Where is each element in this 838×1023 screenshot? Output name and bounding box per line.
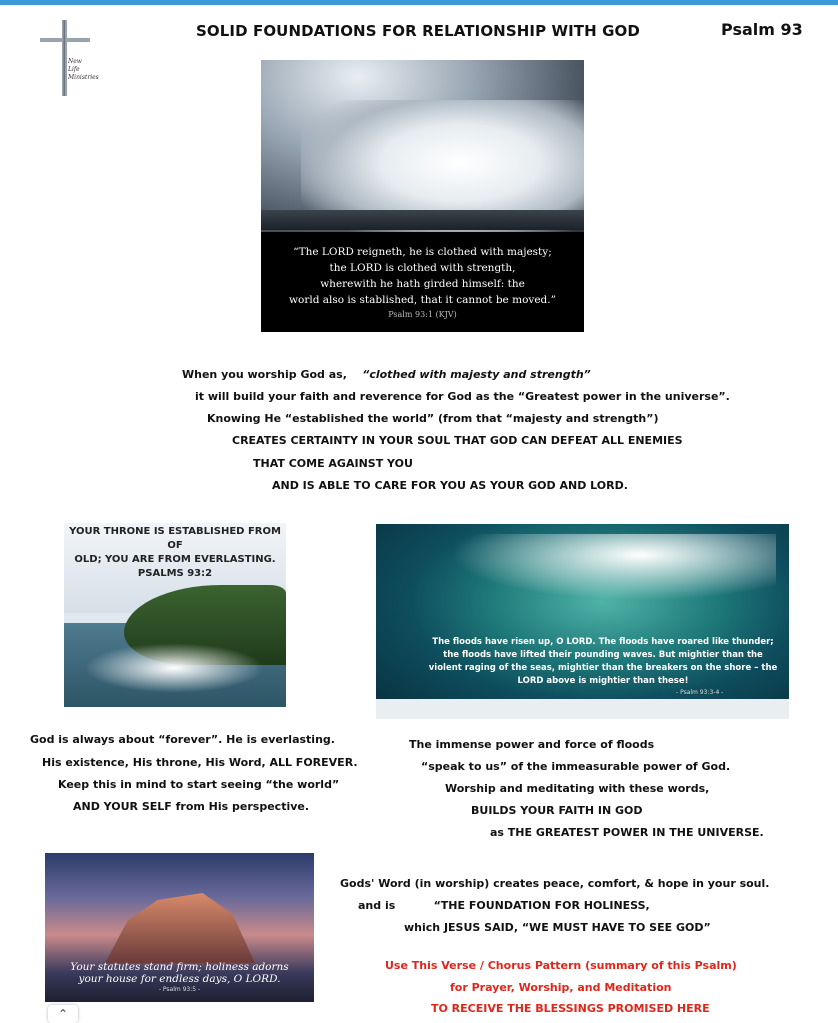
intro-line-6: AND IS ABLE TO CARE FOR YOU AS YOUR GOD AND LORD. xyxy=(272,479,628,492)
right-line-5: as THE GREATEST POWER IN THE UNIVERSE. xyxy=(490,826,764,839)
right-line-4: BUILDS YOUR FAITH IN GOD xyxy=(471,804,643,817)
intro-line-2: it will build your faith and reverence for God as the “Greatest power in the universe”. xyxy=(195,390,730,403)
throne-verse-caption: YOUR THRONE IS ESTABLISHED FROM OF OLD; YOU ARE FROM EVERLASTING. PSALMS 93:2 xyxy=(69,526,281,579)
red-line-1: Use This Verse / Chorus Pattern (summary of this Psalm) xyxy=(385,959,737,972)
left-line-1: God is always about “forever”. He is everlasting. xyxy=(30,733,335,746)
chevron-up-icon: ⌃ xyxy=(57,1007,69,1021)
intro-line-3: Knowing He “established the world” (from that “majesty and strength”) xyxy=(207,412,659,425)
right-line-2: “speak to us” of the immeasurable power of God. xyxy=(421,760,731,773)
left-line-4: AND YOUR SELF from His perspective. xyxy=(73,800,310,813)
intro-line-4: CREATES CERTAINTY IN YOUR SOUL THAT GOD CAN DEFEAT ALL ENEMIES xyxy=(232,434,683,447)
page-title: SOLID FOUNDATIONS FOR RELATIONSHIP WITH GOD xyxy=(196,22,640,40)
floods-verse-caption: The floods have risen up, O LORD. The floods have roared like thunder; the floods have lifted their pounding waves. But mightier than the violent raging of the seas, mightier than the breakers on the shore – the LORD above is mightier than these! xyxy=(428,637,778,686)
ocean-wave-image xyxy=(261,60,584,332)
scroll-up-button[interactable] xyxy=(48,1005,78,1023)
top-accent-bar xyxy=(0,0,838,5)
left-line-2: His existence, His throne, His Word, ALL FOREVER. xyxy=(42,756,358,769)
red-line-3: TO RECEIVE THE BLESSINGS PROMISED HERE xyxy=(431,1002,710,1015)
bottom-line-1: Gods' Word (in worship) creates peace, comfort, & hope in your soul. xyxy=(340,877,770,890)
verse-caption: “The LORD reigneth, he is clothed with majesty; the LORD is clothed with strength, wherewith he hath girded himself: the world also is stablished, that it cannot be moved.” Psalm 93:1 (KJV) xyxy=(261,232,584,332)
big-wave-image xyxy=(376,524,789,719)
right-line-1: The immense power and force of floods xyxy=(409,738,655,751)
intro-line-1: When you worship God as, “clothed with majesty and strength” xyxy=(182,368,591,381)
bottom-line-3: which JESUS SAID, “WE MUST HAVE TO SEE GOD” xyxy=(404,921,711,934)
statutes-verse-caption: Your statutes stand firm; holiness adorns your house for endless days, O LORD. xyxy=(70,961,289,985)
red-line-2: for Prayer, Worship, and Meditation xyxy=(450,981,672,994)
bottom-line-2: and is “THE FOUNDATION FOR HOLINESS, xyxy=(358,899,650,912)
mountain-sunset-image xyxy=(45,853,314,1002)
logo-text: New Life Ministries xyxy=(68,58,99,81)
coastline-image xyxy=(64,523,286,707)
intro-line-5: THAT COME AGAINST YOU xyxy=(253,457,413,470)
floods-verse-ref: - Psalm 93:3-4 - xyxy=(676,689,724,696)
right-line-3: Worship and meditating with these words, xyxy=(445,782,710,795)
psalm-reference: Psalm 93 xyxy=(721,20,803,39)
statutes-verse-ref: - Psalm 93:5 - xyxy=(158,986,201,993)
left-line-3: Keep this in mind to start seeing “the world” xyxy=(58,778,340,791)
